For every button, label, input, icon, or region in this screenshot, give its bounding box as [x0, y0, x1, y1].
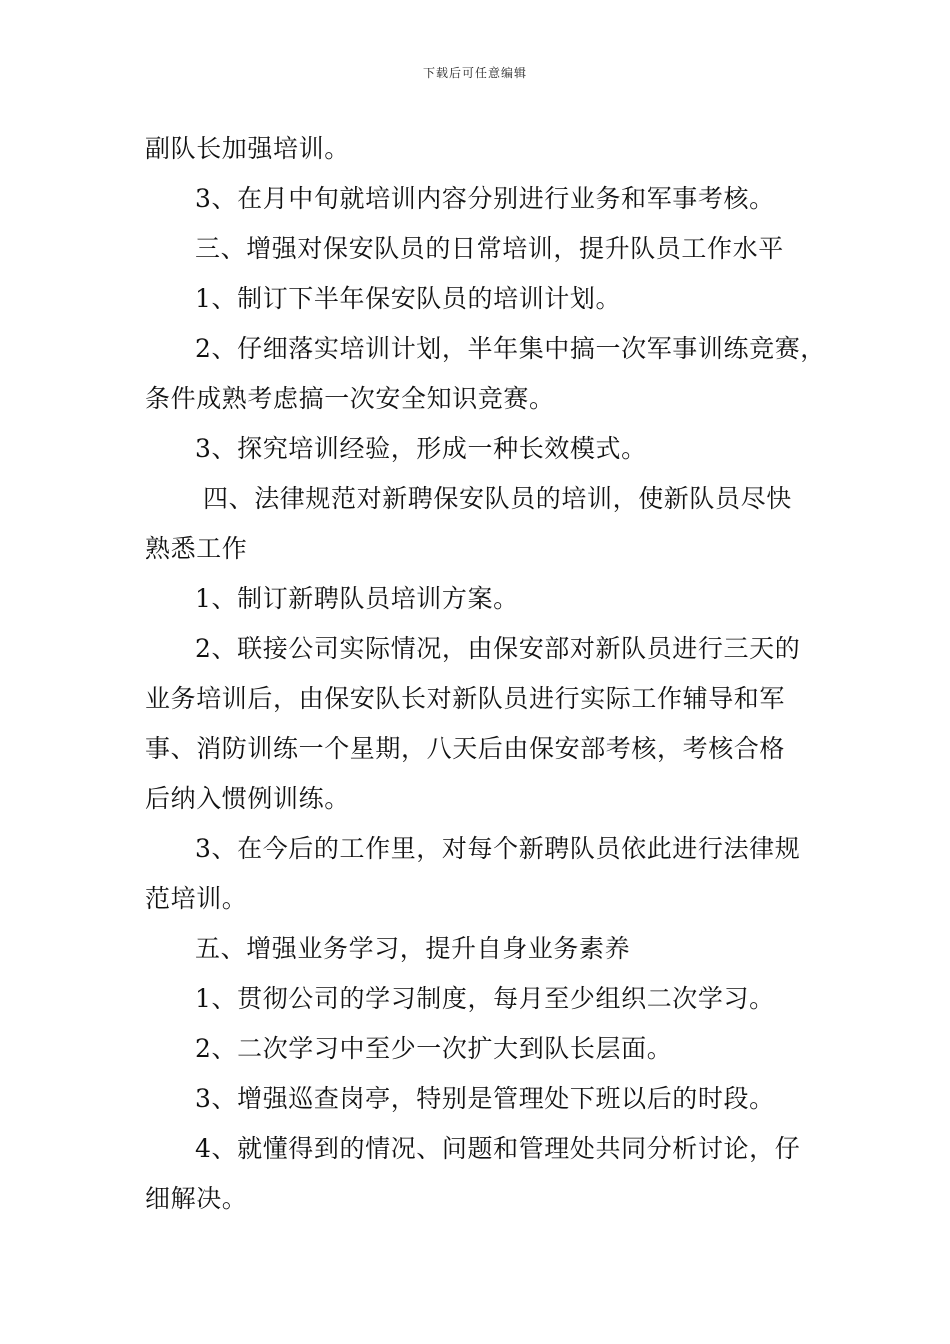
text-line: 3、在今后的工作里，对每个新聘队员依此进行法律规	[195, 834, 801, 863]
header-note: 下载后可任意编辑	[422, 66, 527, 80]
text-line: 后纳入惯例训练。	[145, 784, 350, 813]
section-heading: 三、增强对保安队员的日常培训，提升队员工作水平	[195, 234, 784, 263]
text-line: 4、就懂得到的情况、问题和管理处共同分析讨论，仔	[195, 1134, 801, 1163]
text-line: 条件成熟考虑搞一次安全知识竞赛。	[145, 384, 555, 413]
text-line: 范培训。	[145, 884, 248, 913]
text-line: 1、制订下半年保安队员的培训计划。	[195, 284, 622, 313]
text-line: 1、制订新聘队员培训方案。	[195, 584, 519, 613]
text-line: 1、贯彻公司的学习制度，每月至少组织二次学习。	[195, 984, 775, 1013]
section-heading-continued: 熟悉工作	[145, 534, 248, 563]
text-line: 3、在月中旬就培训内容分别进行业务和军事考核。	[195, 184, 775, 213]
section-heading: 五、增强业务学习，提升自身业务素养	[195, 934, 631, 963]
section-heading: 四、法律规范对新聘保安队员的培训，使新队员尽快	[203, 484, 792, 513]
text-line: 3、探究培训经验，形成一种长效模式。	[195, 434, 647, 463]
text-line: 副队长加强培训。	[145, 134, 350, 163]
text-line: 2、仔细落实培训计划，半年集中搞一次军事训练竞赛，	[195, 334, 826, 363]
text-line: 2、二次学习中至少一次扩大到队长层面。	[195, 1034, 673, 1063]
text-line: 2、联接公司实际情况，由保安部对新队员进行三天的	[195, 634, 801, 663]
text-line: 业务培训后，由保安队长对新队员进行实际工作辅导和军	[145, 684, 786, 713]
text-line: 细解决。	[145, 1184, 248, 1213]
text-line: 事、消防训练一个星期，八天后由保安部考核，考核合格	[145, 734, 786, 763]
text-line: 3、增强巡查岗亭，特别是管理处下班以后的时段。	[195, 1084, 775, 1113]
document-body	[145, 124, 826, 1224]
